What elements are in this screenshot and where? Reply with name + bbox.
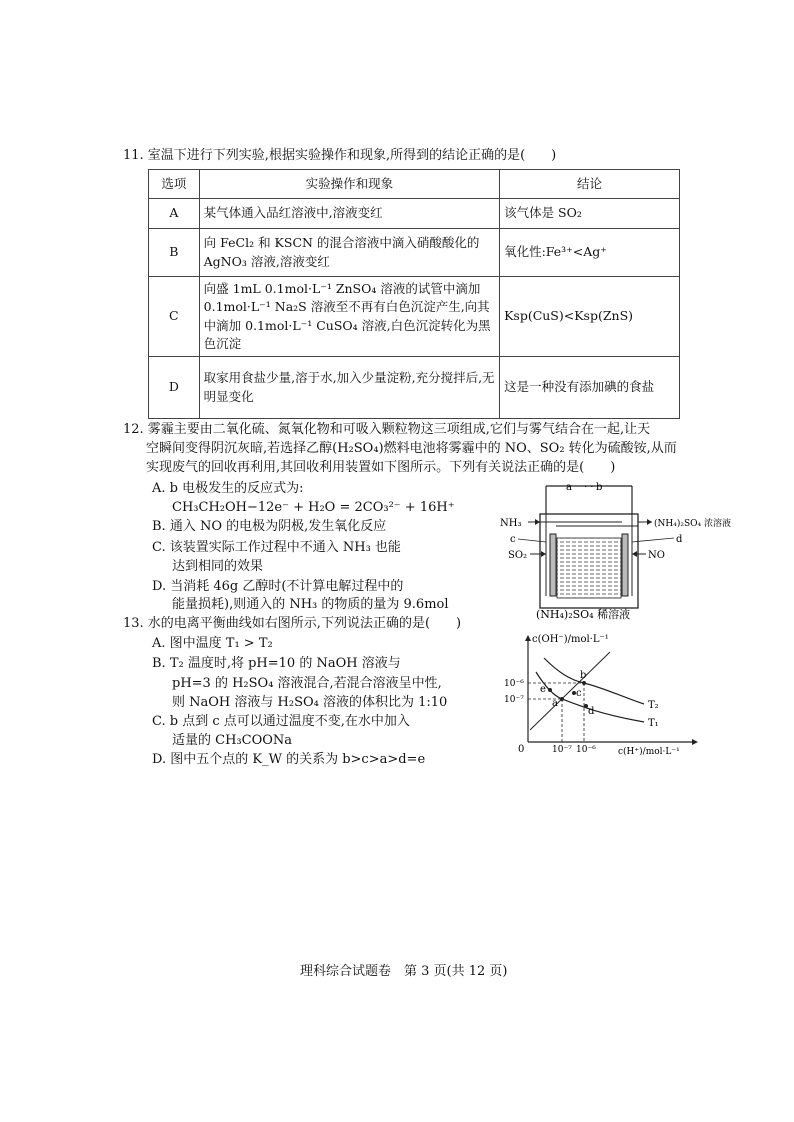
row-option: B: [149, 229, 200, 277]
y-tick-label: 10⁻⁶: [504, 679, 524, 689]
curve-t2-label: T₂: [648, 700, 659, 711]
concentrated-solution-label: (NH₄)₂SO₄ 浓溶液: [654, 519, 731, 529]
table-row: [149, 277, 680, 357]
nh3-inlet-label: NH₃: [500, 518, 522, 529]
q11-stem: 11. 室温下进行下列实验,根据实验操作和现象,所得到的结论正确的是( ): [123, 148, 557, 163]
table-row: [149, 229, 680, 277]
curve-t1-label: T₁: [648, 718, 659, 729]
q13-option-d: D. 图中五个点的 K_W 的关系为 b>c>a>d=e: [152, 752, 426, 767]
q13-stem: 13. 水的电离平衡曲线如右图所示,下列说法正确的是( ): [123, 616, 462, 631]
origin-label: 0: [518, 744, 525, 755]
row-operation: 取家用食盐少量,溶于水,加入少量淀粉,充分搅拌后,无明显变化: [199, 357, 499, 419]
table-row: [149, 357, 680, 419]
svg-text:· ·: · ·: [584, 482, 594, 493]
water-ionization-graph: [500, 630, 710, 758]
electrode-b-label: b: [596, 482, 603, 493]
q13-option-b-line3: 则 NaOH 溶液与 H₂SO₄ 溶液的体积比为 1:10: [172, 695, 448, 710]
row-conclusion: 氧化性:Fe³⁺<Ag⁺: [500, 229, 680, 277]
q13-option-b-line1: B. T₂ 温度时,将 pH=10 的 NaOH 溶液与: [152, 656, 401, 671]
q12-option-a-line2: CH₃CH₂OH−12e⁻ + H₂O = 2CO₃²⁻ + 16H⁺: [172, 500, 455, 515]
no-inlet-label: NO: [648, 550, 665, 561]
q12-option-c-line2: 达到相同的效果: [172, 559, 264, 574]
row-conclusion: 该气体是 SO₂: [500, 199, 680, 229]
electrode-a-label: a: [566, 482, 572, 493]
table-row: [149, 199, 680, 229]
point-c-label: c: [576, 688, 582, 699]
header-conclusion: 结论: [500, 170, 680, 199]
electrolysis-apparatus-figure: [500, 476, 731, 621]
y-axis-label: c(OH⁻)/mol·L⁻¹: [532, 634, 609, 645]
x-tick-label: 10⁻⁶: [576, 745, 596, 755]
electrode-c-label: c: [510, 534, 516, 545]
dilute-solution-label: (NH₄)₂SO₄ 稀溶液: [536, 608, 631, 621]
so2-inlet-label: SO₂: [508, 550, 528, 561]
q12-option-b: B. 通入 NO 的电极为阴极,发生氧化反应: [152, 519, 387, 534]
row-option: C: [149, 277, 200, 357]
q12-stem-line3: 实现废气的回收再利用,其回收利用装置如下图所示。下列有关说法正确的是( ): [146, 460, 616, 475]
q13-option-c-line2: 适量的 CH₃COONa: [172, 733, 293, 748]
q12-stem-line1: 12. 雾霾主要由二氧化硫、氮氧化物和可吸入颗粒物这三项组成,它们与雾气结合在一起,让天: [123, 422, 651, 437]
q13-option-b-line2: pH=3 的 H₂SO₄ 溶液混合,若混合溶液呈中性,: [172, 676, 442, 691]
header-operation: 实验操作和现象: [199, 170, 499, 199]
point-b-label: b: [580, 670, 587, 681]
q13-option-c-line1: C. b 点到 c 点可以通过温度不变,在水中加入: [152, 714, 410, 729]
point-a-label: a: [552, 698, 558, 709]
electrode-d-label: d: [676, 534, 683, 545]
q12-option-a-line1: A. b 电极发生的反应式为:: [152, 481, 304, 496]
row-operation: 某气体通入品红溶液中,溶液变红: [199, 199, 499, 229]
row-conclusion: Ksp(CuS)<Ksp(ZnS): [500, 277, 680, 357]
q12-option-c-line1: C. 该装置实际工作过程中不通入 NH₃ 也能: [152, 540, 401, 555]
q13-option-a: A. 图中温度 T₁ > T₂: [152, 636, 273, 651]
row-operation: 向 FeCl₂ 和 KSCN 的混合溶液中滴入硝酸酸化的 AgNO₃ 溶液,溶液变红: [199, 229, 499, 277]
point-e-label: e: [540, 684, 546, 695]
table-header-row: [149, 170, 680, 199]
q12-stem-line2: 空瞬间变得阴沉灰暗,若选择乙醇(H₂SO₄)燃料电池将雾霾中的 NO、SO₂ 转化为硫酸铵,从而: [146, 441, 677, 456]
x-axis-label: c(H⁺)/mol·L⁻¹: [618, 747, 680, 757]
point-d-label: d: [588, 706, 595, 717]
q12-option-d-line1: D. 当消耗 46g 乙醇时(不计算电解过程中的: [152, 579, 404, 594]
q11-table: [148, 169, 680, 419]
q12-option-d-line2: 能量损耗),则通入的 NH₃ 的物质的量为 9.6mol: [172, 597, 449, 612]
row-option: A: [149, 199, 200, 229]
row-operation: 向盛 1mL 0.1mol·L⁻¹ ZnSO₄ 溶液的试管中滴加 0.1mol·L⁻¹ Na₂S 溶液至不再有白色沉淀产生,向其中滴加 0.1mol·L⁻¹ CuSO₄ 溶液,白色沉淀转化为黑色沉淀: [199, 277, 499, 357]
row-option: D: [149, 357, 200, 419]
y-tick-label: 10⁻⁷: [504, 695, 524, 705]
x-tick-label: 10⁻⁷: [552, 745, 572, 755]
page-footer: 理科综合试题卷 第 3 页(共 12 页): [300, 964, 508, 979]
header-option: 选项: [149, 170, 200, 199]
row-conclusion: 这是一种没有添加碘的食盐: [500, 357, 680, 419]
